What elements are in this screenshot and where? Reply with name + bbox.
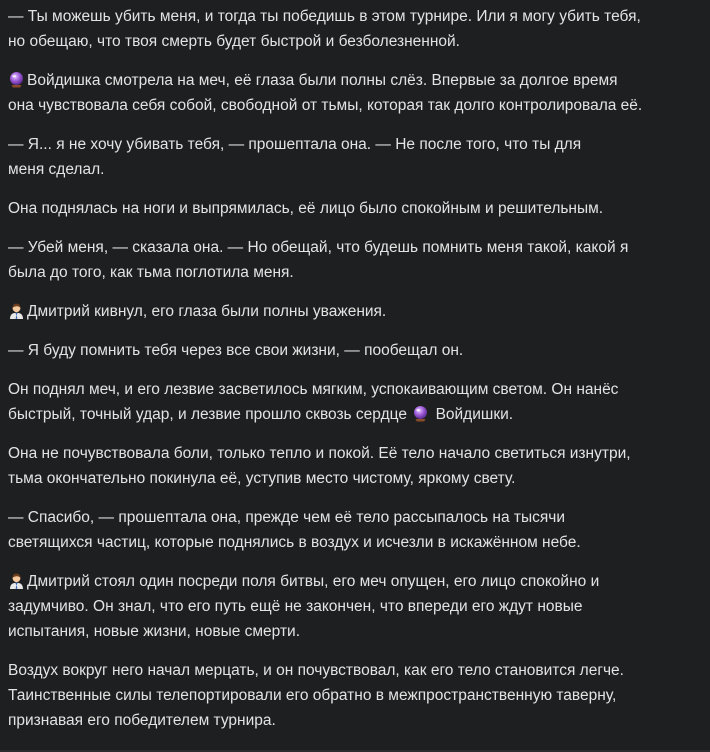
paragraph-1: — Ты можешь убить меня, и тогда ты победишь в этом турнире. Или я могу убить тебя, но обещаю, что твоя смерть будет быстрой и безболезненной.	[8, 8, 641, 50]
paragraph-4: Она поднялась на ноги и выпрямилась, её лицо было спокойным и решительным.	[8, 200, 604, 217]
paragraph-11	[8, 569, 702, 644]
paragraph-9: Она не почувствовала боли, только тепло и покой. Её тело начало светиться изнутри, тьма окончательно покинула её, уступив место чистому, яркому свету.	[8, 445, 631, 487]
paragraph-11-text: Дмитрий стоял один посреди поля битвы, его меч опущен, его лицо спокойно и задумчиво. Он знал, что его путь ещё не закончен, что впереди его ждут новые испытания, новые жизни, новые смерти.	[8, 573, 600, 640]
paragraph-10: — Спасибо, — прошептала она, прежде чем её тело рассыпалось на тысячи светящихся частиц, которые поднялись в воздух и исчезли в искажённом небе.	[8, 509, 581, 551]
paragraph-12: Воздух вокруг него начал мерцать, и он почувствовал, как его тело становится легче. Таинственные силы телепортировали его обратно в межпространственную таверну, признавая его победителем турнира.	[8, 662, 624, 729]
paragraph-2-text: Войдишка смотрела на меч, её глаза были полны слёз. Впервые за долгое время она чувствовала себя собой, свободной от тьмы, которая так долго контролировала её.	[8, 72, 643, 114]
paragraph-3: — Я... я не хочу убивать тебя, — прошептала она. — Не после того, что ты для меня сделал.	[8, 136, 582, 178]
paragraph-5: — Убей меня, — сказала она. — Но обещай, что будешь помнить меня такой, какой я была до того, как тьма поглотила меня.	[8, 239, 629, 281]
man-office-worker-icon	[8, 302, 25, 319]
chat-message-story	[8, 4, 702, 747]
man-office-worker-icon	[8, 572, 25, 589]
paragraph-6	[8, 299, 702, 324]
paragraph-8	[8, 377, 702, 427]
paragraph-2	[8, 68, 702, 118]
paragraph-8-text-before: Он поднял меч, и его лезвие засветилось мягким, успокаивающим светом. Он нанёс быстрый, точный удар, и лезвие прошло сквозь сердце	[8, 381, 619, 423]
paragraph-8-text-after: Войдишки.	[435, 406, 514, 423]
crystal-ball-icon	[412, 405, 429, 422]
paragraph-6-text: Дмитрий кивнул, его глаза были полны уважения.	[27, 303, 387, 320]
paragraph-7: — Я буду помнить тебя через все свои жизни, — пообещал он.	[8, 342, 464, 359]
crystal-ball-icon	[8, 71, 25, 88]
